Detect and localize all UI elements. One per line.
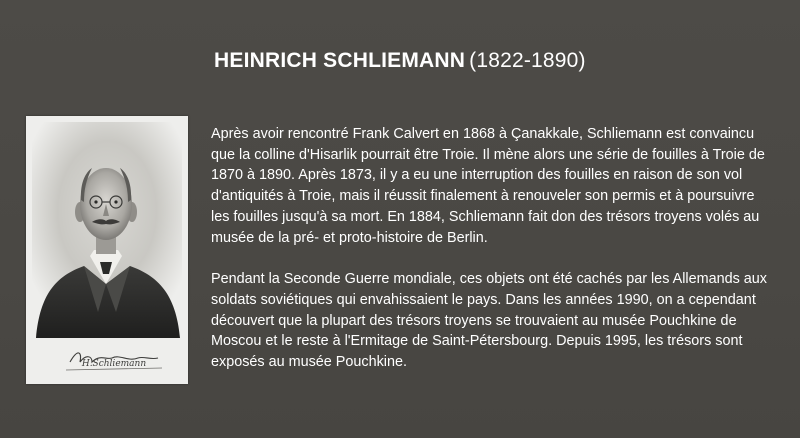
paragraph-1: Après avoir rencontré Frank Calvert en 1868 à Çanakkale, Schliemann est convaincu que la colline d'Hisarlik pourrait être Troie. Il mène alors une série de fouilles à Troie de 1870 à 1890. Après 1873, il y a eu une interruption des fouilles en raison de son vol d'antiquités à Troie, mais il réussit finalement à renouveler son permis et à poursuivre les fouilles jusqu'à sa mort. En 1884, Schliemann fait don des trésors troyens volés au musée de la pré- et proto-histoire de Berlin. xyxy=(211,126,765,246)
portrait-signature: H.Schliemann xyxy=(81,359,147,369)
title-dates: (1822-1890) xyxy=(469,49,586,72)
paragraph-2: Pendant la Seconde Guerre mondiale, ces objets ont été cachés par les Allemands aux soldats soviétiques qui envahissaient le pays. Dans les années 1990, on a cependant découvert que la plupart des trésors troyens se trouvaient au musée Pouchkine de Moscou et le reste à l'Ermitage de Saint-Pétersbourg. Depuis 1995, les trésors sont exposés au musée Pouchkine. xyxy=(211,271,767,371)
biography-text xyxy=(211,124,771,373)
portrait-engraving-icon xyxy=(26,116,188,384)
title-name: HEINRICH SCHLIEMANN xyxy=(214,49,466,72)
page-title xyxy=(214,46,586,76)
portrait-photo xyxy=(26,116,188,384)
